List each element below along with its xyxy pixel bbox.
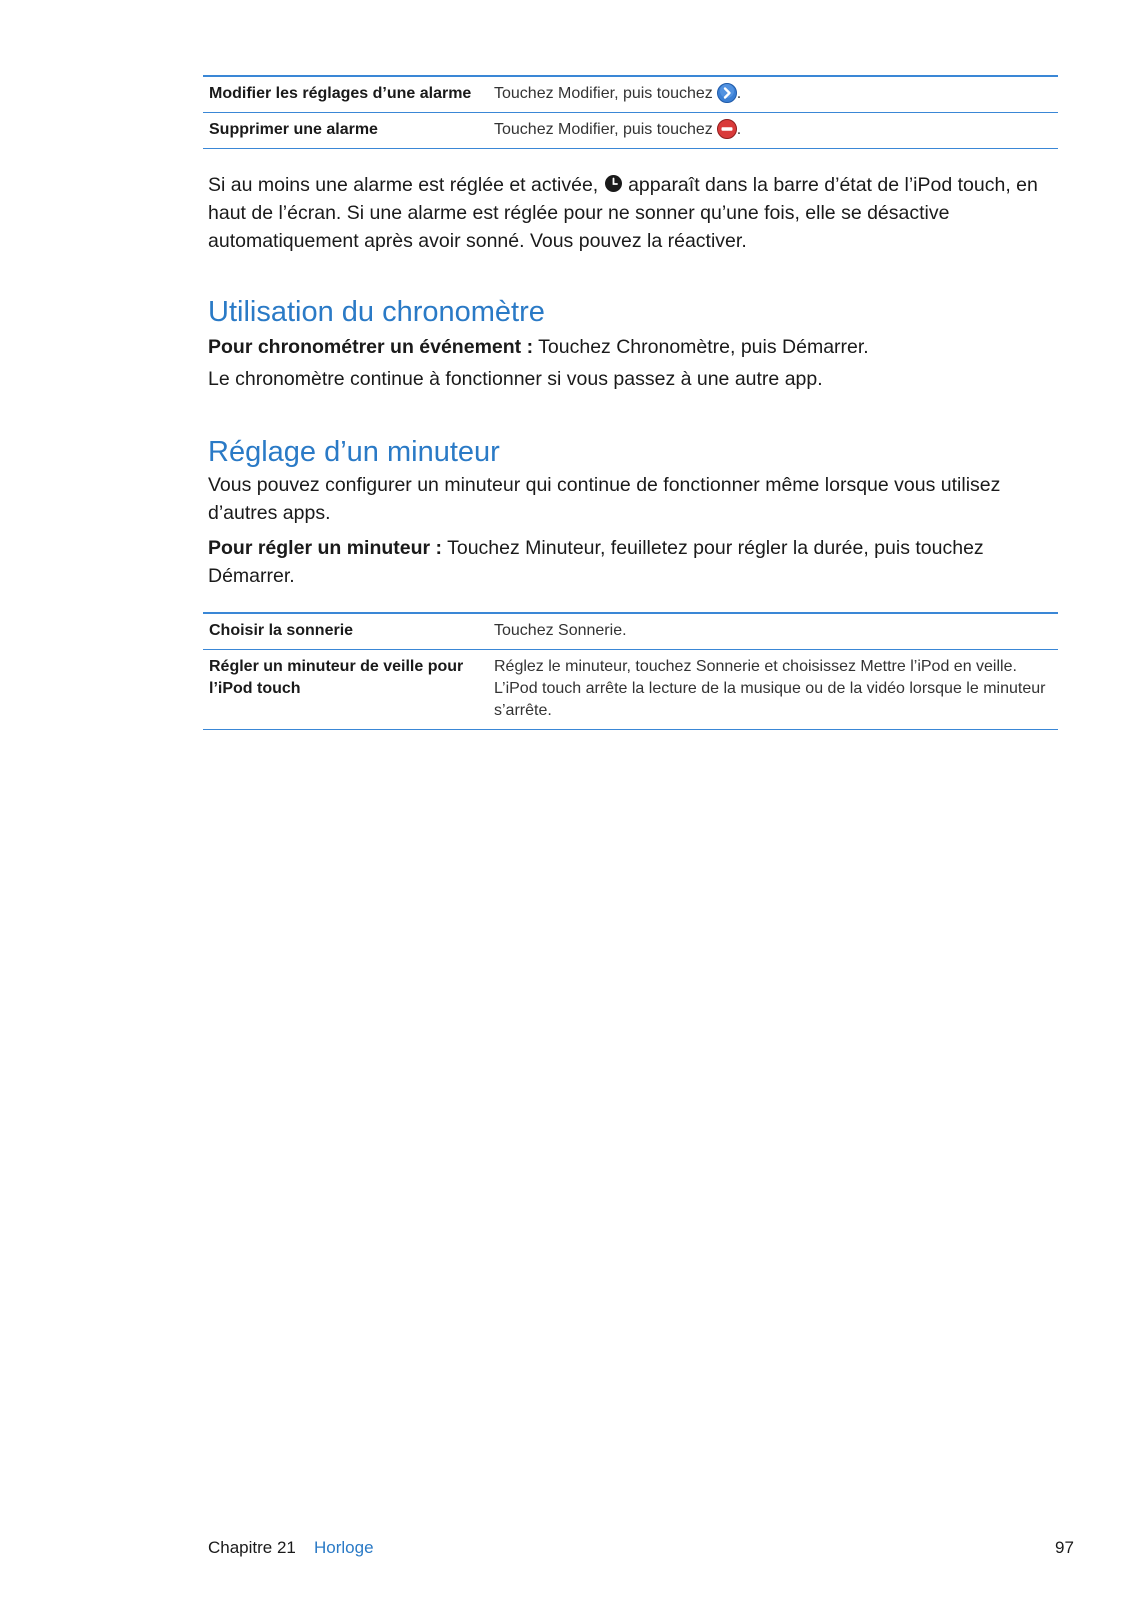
alarm-options-table [203, 75, 1058, 149]
timer-instruction: Pour régler un minuteur : Touchez Minuteur, feuilletez pour régler la durée, puis touchez Démarrer. [208, 537, 984, 587]
blue-arrow-disclosure-icon [717, 83, 737, 103]
table-row [203, 76, 1058, 113]
table-row [203, 613, 1058, 650]
footer-chapter: Chapitre 21 [208, 1538, 296, 1557]
timer-intro: Vous pouvez configurer un minuteur qui continue de fonctionner même lorsque vous utilisez d’autres apps. [208, 474, 1001, 524]
timer-lead: Pour régler un minuteur : [208, 537, 443, 559]
table-row [203, 650, 1058, 730]
table-row-label: Supprimer une alarme [209, 121, 378, 138]
alarm-status-paragraph: Si au moins une alarme est réglée et activée, apparaît dans la barre d’état de l’iPod touch, en haut de l’écran. Si une alarme est réglée pour ne sonner qu’une fois, elle se désactive automatiquement après avoir sonné. Vous pouvez la réactiver. [208, 174, 1038, 252]
stopwatch-heading: Utilisation du chronomètre [208, 296, 545, 328]
timer-options-table [203, 612, 1058, 730]
table-row-text: Réglez le minuteur, touchez Sonnerie et choisissez Mettre l’iPod en veille. L’iPod touch arrête la lecture de la musique ou de la vidéo lorsque le minuteur s’arrête. [494, 658, 1046, 719]
stopwatch-note: Le chronomètre continue à fonctionner si vous passez à une autre app. [208, 368, 823, 390]
page-number: 97 [1055, 1538, 1074, 1557]
stopwatch-instruction: Pour chronométrer un événement : Touchez Chronomètre, puis Démarrer. [208, 336, 869, 358]
alarm-clock-icon [604, 173, 623, 192]
stopwatch-lead: Pour chronométrer un événement : [208, 336, 534, 358]
footer-chapter-title: Horloge [314, 1538, 374, 1557]
table-row-text: Touchez Modifier, puis touchez . [494, 121, 742, 138]
table-row [203, 113, 1058, 149]
timer-heading: Réglage d’un minuteur [208, 436, 500, 468]
table-row-text: Touchez Sonnerie. [494, 622, 627, 639]
table-row-label: Modifier les réglages d’une alarme [209, 85, 472, 102]
table-row-label: Régler un minuteur de veille pour l’iPod touch [209, 658, 464, 697]
table-row-label: Choisir la sonnerie [209, 622, 354, 639]
table-row-text: Touchez Modifier, puis touchez . [494, 85, 742, 102]
red-delete-icon [717, 119, 737, 139]
